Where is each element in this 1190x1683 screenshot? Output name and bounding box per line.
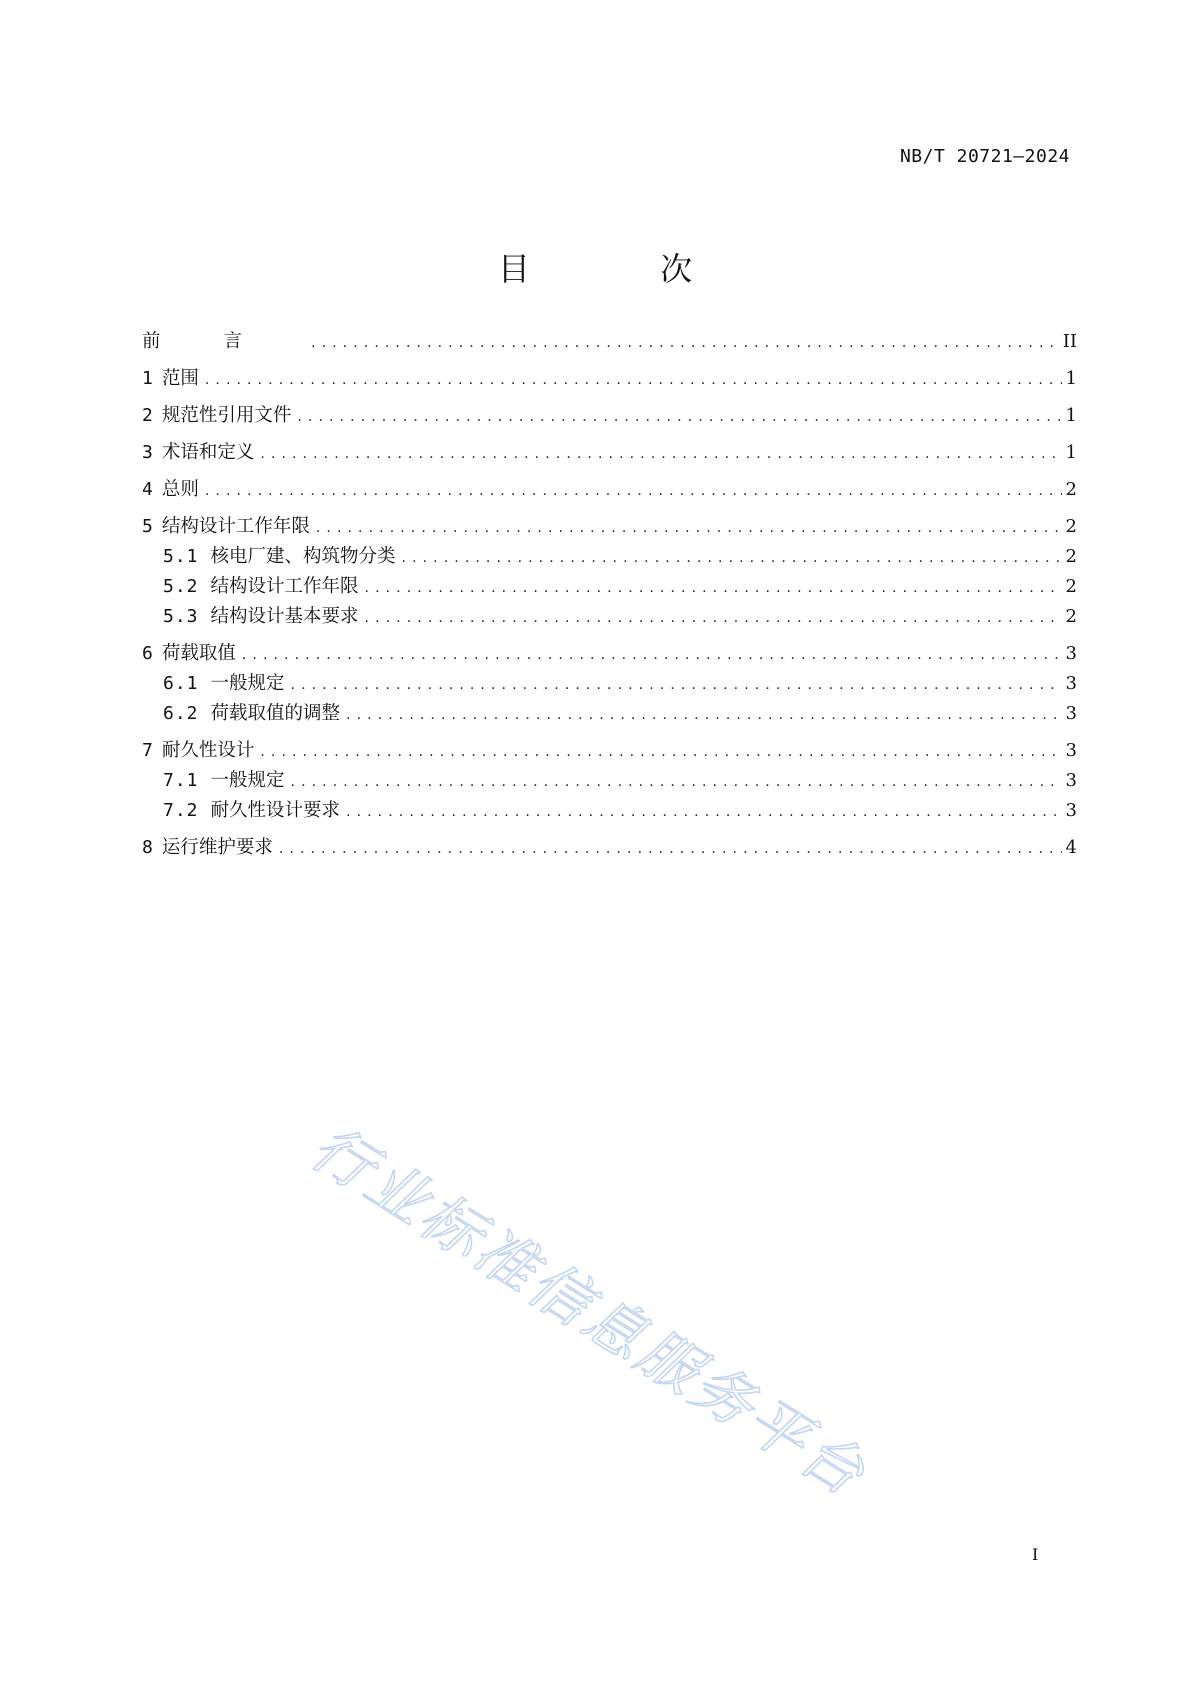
toc-entry-label: 规范性引用文件 xyxy=(161,405,292,426)
toc-entry-page: 1 xyxy=(1065,442,1077,463)
toc-leader-dots xyxy=(297,405,1061,429)
toc-entry-7-2[interactable] xyxy=(163,799,1077,824)
toc-leader-dots xyxy=(346,703,1062,727)
toc-leader-dots xyxy=(205,368,1062,392)
toc-entry-8[interactable] xyxy=(142,836,1077,861)
toc-entry-number: 7 xyxy=(142,740,153,761)
toc-entry-label: 一般规定 xyxy=(210,770,285,791)
toc-entry-label: 耐久性设计要求 xyxy=(210,800,341,821)
toc-entry-page: 3 xyxy=(1065,740,1077,761)
toc-entry-foreword[interactable] xyxy=(142,330,1077,355)
toc-entry-label: 一般规定 xyxy=(210,673,285,694)
toc-entry-label: 结构设计基本要求 xyxy=(210,606,359,627)
toc-entry-4[interactable] xyxy=(142,478,1077,503)
toc-leader-dots xyxy=(260,740,1061,764)
toc-entry-page: 3 xyxy=(1065,800,1077,821)
toc-leader-dots xyxy=(365,606,1062,630)
toc-entry-1[interactable] xyxy=(142,367,1077,392)
toc-entry-7-1[interactable] xyxy=(163,769,1077,794)
toc-entry-number: 1 xyxy=(142,368,153,389)
toc-leader-dots xyxy=(205,479,1062,503)
toc-leader-dots xyxy=(242,643,1062,667)
toc-entry-number: 8 xyxy=(142,837,153,858)
toc-entry-5-1[interactable] xyxy=(163,545,1077,570)
watermark: 行业标准信息服务平台 xyxy=(298,1112,879,1512)
toc-leader-dots xyxy=(260,442,1061,466)
toc-entry-6[interactable] xyxy=(142,642,1077,667)
page-number: I xyxy=(1032,1545,1039,1564)
toc-leader-dots xyxy=(365,576,1062,600)
toc-entry-page: 3 xyxy=(1065,770,1077,791)
toc-entry-page: 3 xyxy=(1065,643,1077,664)
toc-entry-number: 6.2 xyxy=(163,703,199,724)
toc-entry-label: 术语和定义 xyxy=(161,442,255,463)
toc-entry-3[interactable] xyxy=(142,441,1077,466)
toc-entry-label: 荷载取值的调整 xyxy=(210,703,341,724)
toc-entry-number: 7.2 xyxy=(163,800,199,821)
toc-leader-dots xyxy=(346,800,1062,824)
toc-entry-6-2[interactable] xyxy=(163,702,1077,727)
toc-entry-number: 7.1 xyxy=(163,770,199,791)
toc-entry-5-3[interactable] xyxy=(163,605,1077,630)
toc-entry-number: 3 xyxy=(142,442,153,463)
toc-entry-number: 2 xyxy=(142,405,153,426)
toc-entry-page: 2 xyxy=(1065,606,1077,627)
toc-leader-dots xyxy=(316,516,1062,540)
toc-entry-number: 5.3 xyxy=(163,606,199,627)
toc-entry-page: 2 xyxy=(1065,479,1077,500)
toc-leader-dots xyxy=(291,770,1062,794)
toc-entry-label: 荷载取值 xyxy=(161,643,236,664)
toc-entry-number: 4 xyxy=(142,479,153,500)
toc-entry-page: II xyxy=(1062,331,1077,352)
toc-entry-6-1[interactable] xyxy=(163,672,1077,697)
page-title: 目 次 xyxy=(497,250,753,288)
toc-entry-page: 3 xyxy=(1065,673,1077,694)
toc-entry-5[interactable] xyxy=(142,515,1077,540)
toc-entry-page: 1 xyxy=(1065,405,1077,426)
document-code: NB/T 20721—2024 xyxy=(899,146,1070,167)
toc-leader-dots xyxy=(311,331,1059,355)
toc-entry-label: 结构设计工作年限 xyxy=(210,576,359,597)
toc-entry-number: 5 xyxy=(142,516,153,537)
toc-entry-number: 6 xyxy=(142,643,153,664)
toc-entry-number: 5.1 xyxy=(163,546,199,567)
toc-entry-label: 运行维护要求 xyxy=(161,837,273,858)
toc-entry-number: 5.2 xyxy=(163,576,199,597)
toc-entry-page: 4 xyxy=(1065,837,1077,858)
toc-leader-dots xyxy=(279,837,1062,861)
toc-entry-label: 前言 xyxy=(142,331,306,352)
toc-entry-number: 6.1 xyxy=(163,673,199,694)
toc-entry-label: 耐久性设计 xyxy=(161,740,255,761)
toc-entry-page: 2 xyxy=(1065,516,1077,537)
toc-leader-dots xyxy=(291,673,1062,697)
toc-entry-label: 范围 xyxy=(161,368,199,389)
toc-entry-page: 3 xyxy=(1065,703,1077,724)
toc-entry-7[interactable] xyxy=(142,739,1077,764)
toc-entry-page: 2 xyxy=(1065,546,1077,567)
toc-entry-page: 2 xyxy=(1065,576,1077,597)
toc-entry-page: 1 xyxy=(1065,368,1077,389)
toc-entry-label: 结构设计工作年限 xyxy=(161,516,310,537)
toc-entry-5-2[interactable] xyxy=(163,575,1077,600)
toc-entry-label: 总则 xyxy=(161,479,199,500)
toc-entry-2[interactable] xyxy=(142,404,1077,429)
toc-leader-dots xyxy=(402,546,1062,570)
toc-entry-label: 核电厂建、构筑物分类 xyxy=(210,546,396,567)
